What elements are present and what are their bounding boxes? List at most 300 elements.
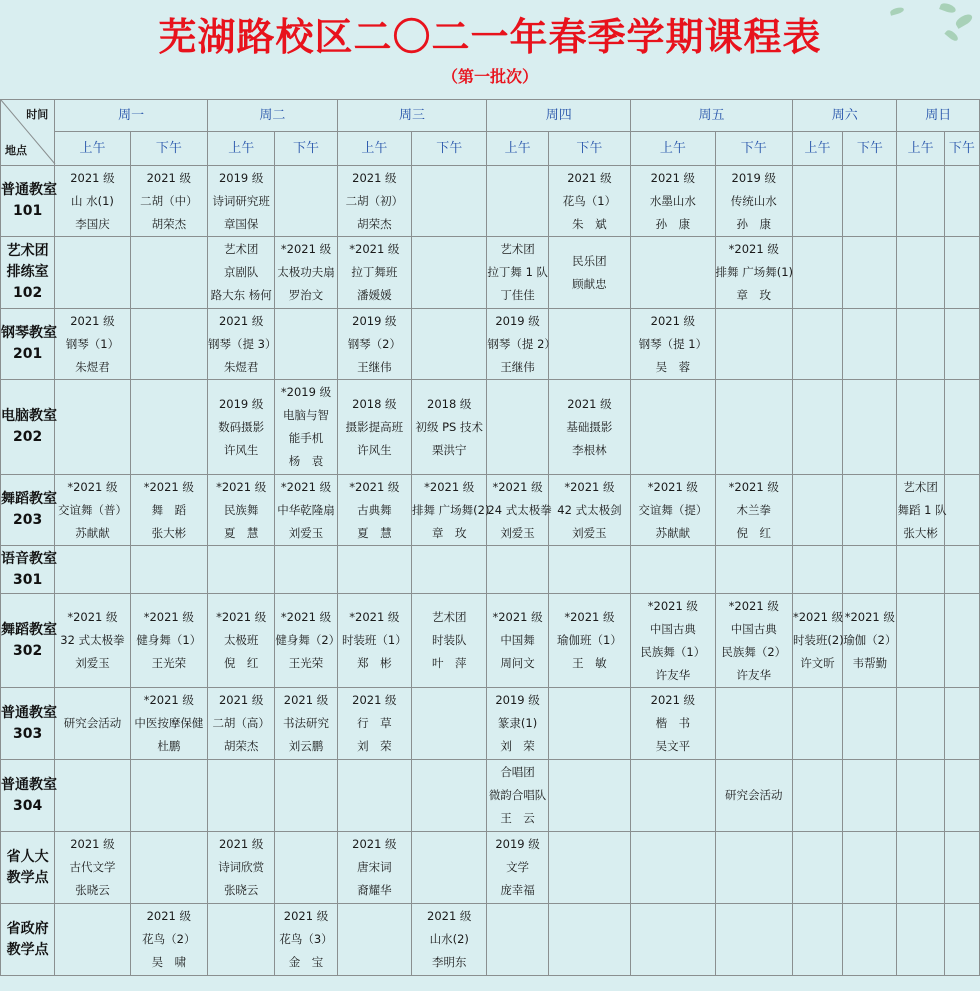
room-label: 排练室 [6, 264, 49, 280]
course-line: 微韵合唱队 [488, 788, 547, 802]
course-line: *2021 级 [67, 610, 118, 624]
time-label: 时间 [26, 108, 49, 121]
course-line: 民族舞 [223, 502, 259, 517]
room-label: 电脑教室 [1, 408, 57, 424]
course-cell [55, 166, 130, 237]
course-line: 章 玫 [431, 525, 467, 540]
course-cell [337, 594, 411, 688]
course-cell [548, 237, 630, 309]
course-cell [487, 546, 548, 594]
course-cell [548, 760, 630, 832]
course-line: 拉丁舞班 [351, 265, 398, 279]
course-cell [631, 475, 715, 546]
course-line: 吴 啸 [151, 955, 187, 969]
course-line: 叶 萍 [431, 656, 467, 670]
half-day-header: 上午 [631, 132, 715, 166]
course-cell [208, 688, 275, 760]
room-label: 101 [13, 203, 43, 219]
course-cell [792, 380, 842, 475]
room-label: 舞蹈教室 [1, 491, 57, 507]
course-line: 钢琴（提 3） [208, 336, 277, 351]
course-line: 篆隶(1) [497, 716, 538, 730]
course-line: 张大彬 [151, 525, 187, 540]
course-line: 2021 级 [218, 693, 264, 707]
course-line: *2021 级 [349, 479, 400, 494]
course-line: 夏 慧 [357, 525, 392, 540]
course-line: 2021 级 [70, 170, 115, 185]
course-cell [548, 546, 630, 594]
course-cell [944, 380, 979, 475]
half-day-header: 下午 [715, 132, 792, 166]
course-line: 李明东 [431, 955, 467, 969]
day-header: 周四 [487, 100, 631, 132]
course-line: 胡荣杰 [357, 216, 392, 231]
course-line: 顾献忠 [572, 276, 607, 291]
room-label: 203 [13, 512, 43, 528]
course-line: 罗治文 [288, 288, 324, 302]
course-cell [944, 688, 979, 760]
course-line: 艺术团 [223, 242, 259, 256]
room-cell [1, 760, 55, 832]
room-cell [1, 475, 55, 546]
course-cell [897, 309, 944, 380]
course-cell [337, 904, 411, 976]
course-cell [208, 832, 275, 904]
course-line: 2021 级 [650, 170, 696, 185]
course-line: 中国舞 [500, 633, 535, 647]
course-line: 健身舞（1） [136, 633, 202, 647]
course-line: 潘媛媛 [357, 288, 392, 302]
course-line: *2021 级 [280, 479, 332, 494]
course-line: 诗词欣赏 [218, 860, 265, 874]
course-line: 孙 康 [736, 216, 771, 231]
course-line: 王继伟 [357, 359, 392, 374]
course-cell [944, 309, 979, 380]
table-row [1, 760, 980, 832]
course-cell [130, 475, 207, 546]
course-cell [897, 166, 944, 237]
course-cell [631, 594, 715, 688]
course-line: 民乐团 [572, 253, 607, 268]
course-line: 42 式太极剑 [557, 502, 622, 517]
course-cell [944, 904, 979, 976]
room-label: 304 [13, 797, 43, 814]
course-cell [843, 904, 897, 976]
course-line: *2021 级 [143, 479, 194, 494]
course-line: 中国古典 [649, 621, 696, 636]
room-label: 普通教室 [1, 776, 57, 793]
room-label: 普通教室 [1, 182, 57, 198]
room-cell [1, 237, 55, 309]
course-cell [487, 760, 548, 832]
course-line: 瑜伽班（1） [557, 633, 622, 647]
course-line: 许友华 [655, 667, 691, 682]
course-line: 基础摄影 [566, 419, 613, 434]
course-cell [208, 760, 275, 832]
course-cell [55, 904, 130, 976]
course-cell [55, 237, 130, 309]
course-line: 刘爱玉 [288, 525, 324, 540]
course-line: *2021 级 [844, 610, 895, 624]
course-line: 2021 级 [567, 396, 612, 411]
room-cell [1, 309, 55, 380]
table-row [1, 380, 980, 475]
course-cell [412, 832, 487, 904]
course-line: 艺术团 [500, 242, 535, 256]
course-line: *2021 级 [143, 693, 194, 707]
course-cell [944, 237, 979, 309]
course-line: 朱煜君 [223, 359, 259, 374]
course-cell [275, 380, 337, 475]
course-line: 章国保 [223, 216, 259, 231]
half-day-header: 上午 [337, 132, 411, 166]
course-cell [548, 904, 630, 976]
course-line: 刘云鹏 [288, 739, 324, 753]
table-row [1, 904, 980, 976]
course-line: 夏 慧 [223, 525, 259, 540]
day-header: 周日 [897, 100, 980, 132]
room-label: 省人大 [6, 848, 49, 865]
course-line: 2021 级 [146, 170, 192, 185]
course-cell [631, 904, 715, 976]
course-line: *2019 级 [280, 385, 332, 399]
course-line: 2021 级 [427, 909, 472, 923]
course-line: 2021 级 [218, 313, 264, 328]
course-cell [944, 594, 979, 688]
course-cell [792, 832, 842, 904]
course-cell [275, 760, 337, 832]
course-cell [792, 166, 842, 237]
course-cell [487, 594, 548, 688]
course-cell [631, 688, 715, 760]
course-line: 2021 级 [218, 837, 264, 851]
course-cell [715, 594, 792, 688]
course-cell [715, 237, 792, 309]
room-cell [1, 832, 55, 904]
course-cell [792, 237, 842, 309]
course-cell [55, 832, 130, 904]
course-cell [843, 237, 897, 309]
course-line: 路大东 杨何 [210, 288, 272, 302]
course-line: 钢琴（2） [347, 336, 402, 351]
course-cell [208, 309, 275, 380]
course-cell [631, 237, 715, 309]
table-row [1, 688, 980, 760]
course-line: 2021 级 [650, 313, 696, 328]
room-cell [1, 904, 55, 976]
course-cell [843, 475, 897, 546]
day-header: 周五 [631, 100, 793, 132]
course-cell [792, 688, 842, 760]
page-subtitle: （第一批次） [441, 67, 538, 86]
course-line: 传统山水 [730, 193, 777, 208]
course-line: 摄影提高班 [345, 419, 404, 434]
course-cell [337, 760, 411, 832]
course-cell [337, 546, 411, 594]
course-line: 瑜伽（2） [843, 633, 897, 647]
day-header: 周二 [208, 100, 338, 132]
half-day-header: 上午 [55, 132, 130, 166]
course-line: 文学 [506, 860, 530, 874]
half-day-header: 下午 [130, 132, 207, 166]
course-cell [843, 760, 897, 832]
half-day-header: 下午 [548, 132, 630, 166]
course-cell [944, 546, 979, 594]
course-cell [130, 309, 207, 380]
course-cell [631, 760, 715, 832]
course-line: 王光荣 [288, 656, 324, 670]
course-line: *2021 级 [67, 479, 118, 494]
course-line: 2021 级 [352, 693, 397, 707]
course-cell [337, 309, 411, 380]
course-line: *2021 级 [647, 598, 698, 613]
course-line: 诗词研究班 [212, 193, 270, 208]
course-cell [631, 546, 715, 594]
table-row [1, 832, 980, 904]
course-cell [337, 475, 411, 546]
half-day-header: 下午 [843, 132, 897, 166]
course-cell [487, 904, 548, 976]
course-cell [715, 688, 792, 760]
course-cell [130, 166, 207, 237]
course-line: 中医按摩保健 [134, 716, 204, 730]
course-cell [548, 309, 630, 380]
course-line: 24 式太极拳 [487, 502, 552, 517]
course-line: 木兰拳 [736, 502, 771, 517]
course-cell [897, 904, 944, 976]
course-cell [944, 475, 979, 546]
course-cell [487, 832, 548, 904]
course-cell [412, 688, 487, 760]
course-line: 32 式太极拳 [60, 633, 125, 647]
course-line: 书法研究 [283, 716, 330, 730]
course-cell [487, 166, 548, 237]
course-cell [944, 166, 979, 237]
course-line: 裔耀华 [357, 883, 392, 897]
course-line: 2021 级 [283, 909, 329, 923]
course-line: 2019 级 [218, 170, 264, 185]
course-line: 韦帮勤 [852, 656, 888, 670]
course-cell [715, 546, 792, 594]
course-cell [275, 904, 337, 976]
course-line: 郑 彬 [357, 656, 392, 670]
course-cell [130, 237, 207, 309]
course-cell [412, 475, 490, 546]
half-day-header: 下午 [944, 132, 979, 166]
half-day-header: 下午 [275, 132, 337, 166]
half-day-header: 上午 [897, 132, 944, 166]
course-cell [412, 237, 487, 309]
course-line: 栗洪宁 [431, 442, 467, 457]
course-line: *2021 级 [792, 610, 844, 624]
course-line: 张晓云 [223, 883, 259, 897]
room-cell [1, 546, 55, 594]
course-cell [337, 688, 411, 760]
course-cell [130, 760, 207, 832]
course-cell [715, 309, 792, 380]
course-line: 2019 级 [495, 313, 540, 328]
course-cell [843, 688, 897, 760]
course-line: 2019 级 [495, 693, 540, 707]
course-cell [55, 594, 130, 688]
course-line: *2021 级 [280, 242, 332, 256]
course-line: 时装班（1） [341, 633, 407, 647]
schedule-table [0, 99, 980, 976]
room-label: 省政府 [6, 920, 49, 937]
course-cell [208, 594, 275, 688]
course-cell [548, 166, 630, 237]
room-label: 钢琴教室 [1, 325, 57, 341]
course-line: 花鸟（2） [142, 932, 196, 946]
course-cell [548, 688, 630, 760]
course-line: *2021 级 [349, 242, 400, 256]
course-cell [897, 594, 944, 688]
room-cell [1, 688, 55, 760]
room-cell [1, 166, 55, 237]
course-cell [275, 546, 337, 594]
course-cell [275, 832, 337, 904]
course-line: 京剧队 [223, 265, 259, 279]
room-label: 教学点 [6, 941, 49, 958]
course-cell [487, 309, 556, 380]
course-cell [412, 760, 487, 832]
half-day-header: 下午 [412, 132, 487, 166]
course-line: 山 水(1) [70, 193, 114, 208]
course-cell [715, 380, 792, 475]
course-line: 2021 级 [352, 837, 397, 851]
course-cell [55, 309, 130, 380]
course-cell [843, 546, 897, 594]
course-line: 数码摄影 [218, 419, 265, 434]
course-cell [548, 475, 630, 546]
course-cell [843, 309, 897, 380]
course-cell [715, 904, 792, 976]
room-label: 201 [13, 346, 43, 362]
course-cell [130, 688, 207, 760]
room-label: 302 [13, 642, 43, 659]
course-line: 杨 袁 [288, 454, 324, 468]
course-line: *2021 级 [216, 610, 267, 624]
course-line: 古代文学 [69, 860, 116, 874]
course-line: *2021 级 [216, 479, 267, 494]
course-cell [843, 594, 897, 688]
course-line: *2021 级 [349, 610, 400, 624]
course-cell [275, 166, 337, 237]
course-line: 健身舞（2） [275, 633, 341, 647]
course-line: 2019 级 [731, 170, 776, 185]
course-line: 2021 级 [567, 170, 612, 185]
course-line: 许友华 [736, 667, 771, 682]
course-line: 太极班 [223, 633, 259, 647]
course-cell [631, 380, 715, 475]
course-cell [412, 546, 487, 594]
course-cell [337, 166, 411, 237]
course-line: *2021 级 [728, 242, 779, 256]
course-cell [897, 380, 944, 475]
course-cell [337, 237, 411, 309]
course-cell [715, 760, 792, 832]
room-label: 普通教室 [1, 704, 57, 721]
course-line: 楷 书 [655, 716, 691, 730]
course-line: 刘爱玉 [500, 525, 535, 540]
course-line: 吴文平 [655, 739, 691, 753]
course-line: 王 云 [500, 811, 535, 825]
course-cell [130, 594, 207, 688]
course-line: 民族舞（2） [721, 644, 787, 659]
course-line: 2021 级 [283, 693, 329, 707]
course-line: 山水(2) [429, 932, 469, 946]
course-line: 2021 级 [352, 170, 397, 185]
course-cell [631, 832, 715, 904]
course-cell [412, 380, 487, 475]
course-line: 刘 荣 [357, 739, 392, 753]
course-line: *2021 级 [728, 598, 779, 613]
course-cell [487, 688, 548, 760]
course-line: 交谊舞（提） [638, 502, 708, 517]
course-line: 章 玫 [736, 288, 771, 302]
course-line: 朱 斌 [572, 216, 607, 231]
course-cell [792, 904, 842, 976]
course-line: 中华乾隆扇 [277, 502, 335, 517]
course-line: 许文昕 [800, 656, 835, 670]
course-line: 李国庆 [75, 216, 110, 231]
course-cell [792, 546, 842, 594]
place-label: 地点 [5, 144, 27, 157]
course-cell [897, 832, 944, 904]
course-cell [208, 380, 275, 475]
corner-header [1, 100, 55, 166]
course-cell [792, 475, 842, 546]
course-cell [897, 688, 944, 760]
course-line: 倪 红 [223, 656, 259, 670]
course-cell [412, 309, 487, 380]
course-line: 丁佳佳 [500, 288, 535, 302]
day-header: 周六 [792, 100, 897, 132]
course-line: 李根林 [572, 442, 607, 457]
course-line: 钢琴（提 2） [487, 336, 556, 351]
course-cell [631, 166, 715, 237]
course-cell [412, 904, 487, 976]
course-line: *2021 级 [280, 610, 332, 624]
table-row [1, 309, 980, 380]
course-line: 张大彬 [903, 525, 938, 540]
course-cell [337, 832, 411, 904]
course-cell [55, 760, 130, 832]
room-label: 舞蹈教室 [1, 621, 57, 638]
course-cell [715, 475, 792, 546]
course-cell [275, 475, 337, 546]
room-label: 202 [13, 429, 43, 445]
course-cell [487, 237, 548, 309]
course-cell [792, 594, 842, 688]
table-row [1, 475, 980, 546]
course-line: 2018 级 [352, 396, 397, 411]
course-line: 杜鹏 [157, 739, 181, 753]
course-line: 王 敏 [572, 656, 607, 670]
course-line: 胡荣杰 [223, 739, 259, 753]
course-cell [275, 309, 337, 380]
course-cell [55, 380, 130, 475]
course-line: 刘 荣 [500, 739, 535, 753]
table-row [1, 594, 980, 688]
course-cell [337, 380, 411, 475]
course-line: 初级 PS 技术 [415, 419, 483, 434]
course-cell [897, 546, 944, 594]
course-line: 排舞 广场舞(2) [412, 502, 490, 517]
table-row [1, 237, 980, 309]
day-header: 周一 [55, 100, 208, 132]
course-cell [412, 594, 487, 688]
